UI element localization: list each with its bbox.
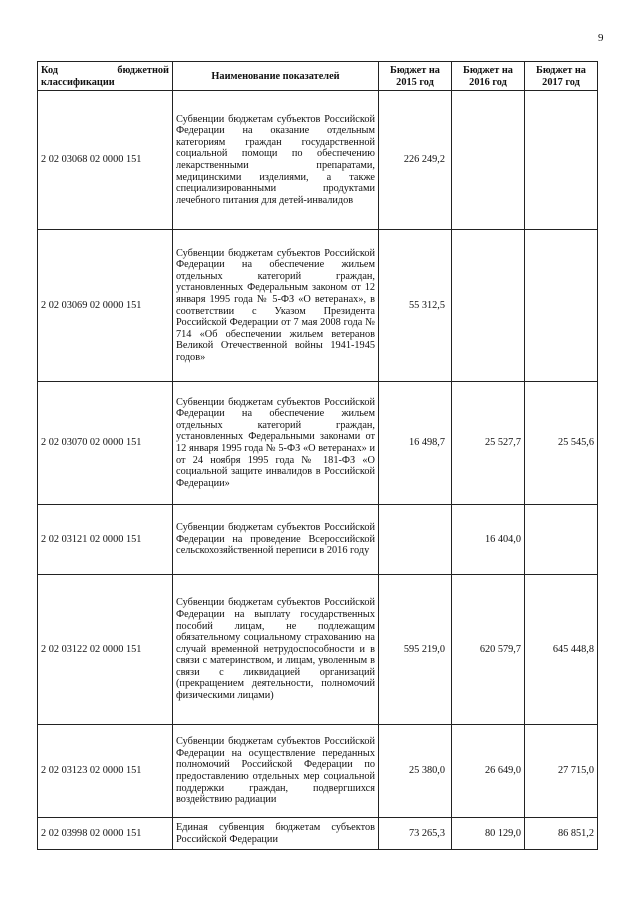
- row-name: Субвенции бюджетам субъектов Российской Федерации на обеспечение жильем отдельных категорий граждан, установленных Федеральными законами от 12 января 1995 года № 5-ФЗ «О ветеранах» и от 24 ноября 1995 года № 181-ФЗ «О социальной защите инвалидов в Российской Федерации»: [173, 382, 379, 505]
- row-budget-2015: 226 249,2: [379, 91, 452, 230]
- row-budget-2015: 595 219,0: [379, 575, 452, 725]
- row-budget-2016: [452, 91, 525, 230]
- row-code: 2 02 03070 02 0000 151: [38, 382, 173, 505]
- table-row: [38, 91, 598, 230]
- header-code: [38, 62, 173, 91]
- row-budget-2017: 86 851,2: [525, 818, 598, 850]
- row-code: 2 02 03068 02 0000 151: [38, 91, 173, 230]
- row-code: 2 02 03121 02 0000 151: [38, 505, 173, 575]
- row-budget-2016: 16 404,0: [452, 505, 525, 575]
- row-name: Единая субвенция бюджетам субъектов Российской Федерации: [173, 818, 379, 850]
- row-code: 2 02 03123 02 0000 151: [38, 725, 173, 818]
- table-row: [38, 230, 598, 382]
- table-row: [38, 382, 598, 505]
- row-budget-2015: 16 498,7: [379, 382, 452, 505]
- row-name: Субвенции бюджетам субъектов Российской Федерации на осуществление переданных полномочий Российской Федерации по предоставлению отдельных мер социальной поддержки граждан, подвергшихся воздействию радиации: [173, 725, 379, 818]
- row-name: Субвенции бюджетам субъектов Российской Федерации на выплату государственных пособий лицам, не подлежащим обязательному социальному страхованию на случай временной нетрудоспособности и в связи с материнством, и лицам, уволенным в связи с ликвидацией организаций (прекращением деятельности, полномочий физическими лицами): [173, 575, 379, 725]
- row-budget-2017: 25 545,6: [525, 382, 598, 505]
- row-name: Субвенции бюджетам субъектов Российской Федерации на обеспечение жильем отдельных категорий граждан, установленных Федеральным законом от 12 января 1995 года № 5-ФЗ «О ветеранах», в соответствии с Указом Президента Российской Федерации от 7 мая 2008 года № 714 «Об обеспечении жильем ветеранов Великой Отечественной войны 1941-1945 годов»: [173, 230, 379, 382]
- row-budget-2017: 27 715,0: [525, 725, 598, 818]
- row-budget-2017: [525, 230, 598, 382]
- row-budget-2015: [379, 505, 452, 575]
- row-code: 2 02 03069 02 0000 151: [38, 230, 173, 382]
- row-budget-2017: 645 448,8: [525, 575, 598, 725]
- row-budget-2016: 80 129,0: [452, 818, 525, 850]
- row-budget-2016: 26 649,0: [452, 725, 525, 818]
- row-name: Субвенции бюджетам субъектов Российской Федерации на оказание отдельным категориям граждан государственной социальной помощи по обеспечению лекарственными препаратами, медицинскими изделиями, а также специализированными продуктами лечебного питания для детей-инвалидов: [173, 91, 379, 230]
- row-budget-2017: [525, 91, 598, 230]
- row-code: 2 02 03122 02 0000 151: [38, 575, 173, 725]
- row-name: Субвенции бюджетам субъектов Российской Федерации на проведение Всероссийской сельскохозяйственной переписи в 2016 году: [173, 505, 379, 575]
- row-budget-2017: [525, 505, 598, 575]
- header-name: Наименование показателей: [173, 62, 379, 91]
- row-budget-2016: 25 527,7: [452, 382, 525, 505]
- table-row: [38, 505, 598, 575]
- table-header-row: [38, 62, 598, 91]
- page-number: 9: [598, 32, 604, 44]
- table-row: [38, 575, 598, 725]
- header-code-word3: классификации: [41, 76, 115, 88]
- table-row: [38, 725, 598, 818]
- header-code-word1: Код: [41, 64, 59, 76]
- row-budget-2015: 25 380,0: [379, 725, 452, 818]
- row-budget-2015: 55 312,5: [379, 230, 452, 382]
- row-budget-2016: 620 579,7: [452, 575, 525, 725]
- row-code: 2 02 03998 02 0000 151: [38, 818, 173, 850]
- header-budget-2016: Бюджет на 2016 год: [452, 62, 525, 91]
- row-budget-2016: [452, 230, 525, 382]
- header-budget-2015: Бюджет на 2015 год: [379, 62, 452, 91]
- header-code-word2: бюджетной: [117, 64, 169, 76]
- table-row: [38, 818, 598, 850]
- header-budget-2017: Бюджет на 2017 год: [525, 62, 598, 91]
- row-budget-2015: 73 265,3: [379, 818, 452, 850]
- budget-table: [37, 61, 598, 850]
